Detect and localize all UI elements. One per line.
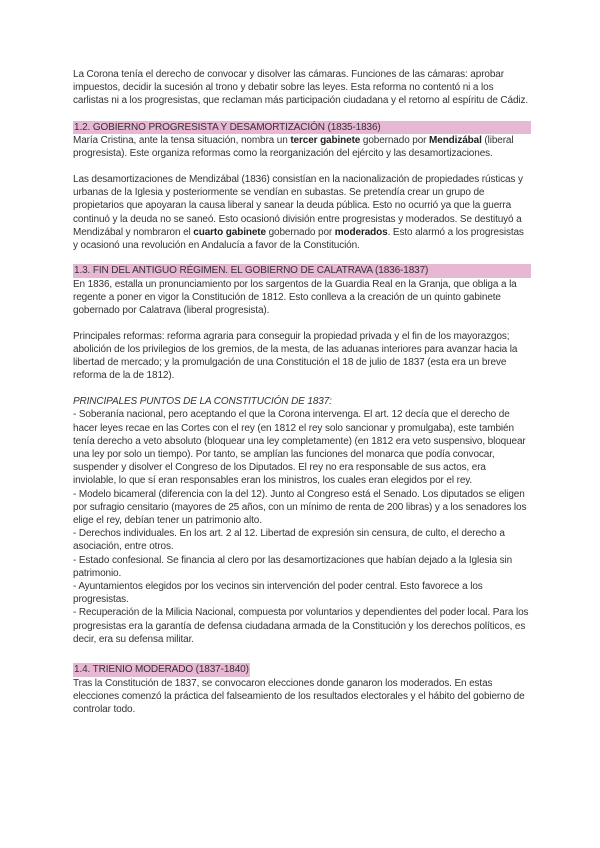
list-item: - Ayuntamientos elegidos por los vecinos sin intervención del poder central. Esto favorece a los progresistas. <box>73 581 483 606</box>
s13-paragraph-2: Principales reformas: reforma agraria para conseguir la propiedad privada y el fin de los mayorazgos; abolición de los privilegios de los gremios, de la mesta, de las aduanas interiores para avanzar hacia la libertad de mercado; y la promulgación de una Constitución el 18 de julio de 1837 (esta era un breve reforma de la de 1812). <box>73 330 518 382</box>
constitution-list-title: PRINCIPALES PUNTOS DE LA CONSTITUCIÓN DE 1837: <box>73 396 332 408</box>
document-page <box>73 68 531 717</box>
s14-paragraph-1: Tras la Constitución de 1837, se convocaron elecciones donde ganaron los moderados. En estas elecciones comenzó la práctica del falseamiento de los resultados electorales y el hábito del gobierno de controlar todo. <box>73 678 525 716</box>
s12-paragraph-2: Las desamortizaciones de Mendizábal (1836) consistían en la nacionalización de propiedades rústicas y urbanas de la Iglesia y posteriormente se vendían en subastas. Se pretendía crear un grupo de propietarios que apoyaran la causa liberal y sanear la deuda pública. Esto no ocurrió ya que la guerra continuó y la deuda no se saneó. Esto ocasionó división entre progresistas y moderados. Se destituyó a Mendizábal y nombraron el cuarto gabinete gobernado por moderados. Esto alarmó a los progresistas y ocasionó una revolución en Andalucía a favor de la Constitución. <box>73 174 524 252</box>
section-heading-1-3: 1.3. FIN DEL ANTIGUO RÉGIMEN. EL GOBIERNO DE CALATRAVA (1836-1837) <box>73 264 531 278</box>
section-heading-1-4: 1.4. TRIENIO MODERADO (1837-1840) <box>74 664 249 676</box>
intro-paragraph: La Corona tenía el derecho de convocar y disolver las cámaras. Funciones de las cámaras: aprobar impuestos, decidir la sucesión al trono y debatir sobre las leyes. Esta reforma no contentó ni a los carlistas ni a los progresistas, que reclaman más participación ciudadana y el retorno al espíritu de Cádiz. <box>73 69 529 107</box>
list-item: - Derechos individuales. En los art. 2 al 12. Libertad de expresión sin censura, de culto, el derecho a asociación, entre otros. <box>73 528 505 553</box>
list-item: - Soberanía nacional, pero aceptando el que la Corona intervenga. El art. 12 decía que el derecho de hacer leyes recae en las Cortes con el rey (en 1812 el rey solo sancionar y promulgaba), este también tenía derecho a veto absoluto (bloquear una ley completamente) (en 1812 era veto suspensivo, bloquear una ley por solo un tiempo). Por tanto, se amplían las funciones del monarca que podía convocar, suspender y disolver el Congreso de los Diputados. El rey no era responsable de sus actos, era inviolable, lo que sí eran responsables eran los ministros, los cuales eran elegidos por el rey. <box>73 409 526 487</box>
s12-paragraph-1: María Cristina, ante la tensa situación, nombra un tercer gabinete gobernado por Mendizábal (liberal progresista). Este organiza reformas como la reorganización del ejército y las desamortizaciones. <box>73 135 514 160</box>
s13-paragraph-1: En 1836, estalla un pronunciamiento por los sargentos de la Guardia Real en la Granja, que obliga a la regente a poner en vigor la Constitución de 1812. Esto conlleva a la creación de un quinto gabinete gobernado por Calatrava (liberal progresista). <box>73 278 517 317</box>
list-item: - Recuperación de la Milicia Nacional, compuesta por voluntarios y dependientes del poder local. Para los progresistas era la garantía de defensa ciudadana armada de la Constitución y los derechos políticos, es decir, era su defensa militar. <box>73 607 529 645</box>
list-item: - Modelo bicameral (diferencia con la del 12). Junto al Congreso está el Senado. Los diputados se eligen por sufragio censitario (mayores de 25 años, con un mínimo de renta de 200 libras) y a los senadores los elige el rey, debían tener un patrimonio alto. <box>73 488 527 526</box>
section-heading-1-2: 1.2. GOBIERNO PROGRESISTA Y DESAMORTIZACIÓN (1835-1836) <box>73 121 531 135</box>
list-item: - Estado confesional. Se financia al clero por las desamortizaciones que habían dejado a la Iglesia sin patrimonio. <box>73 554 513 579</box>
